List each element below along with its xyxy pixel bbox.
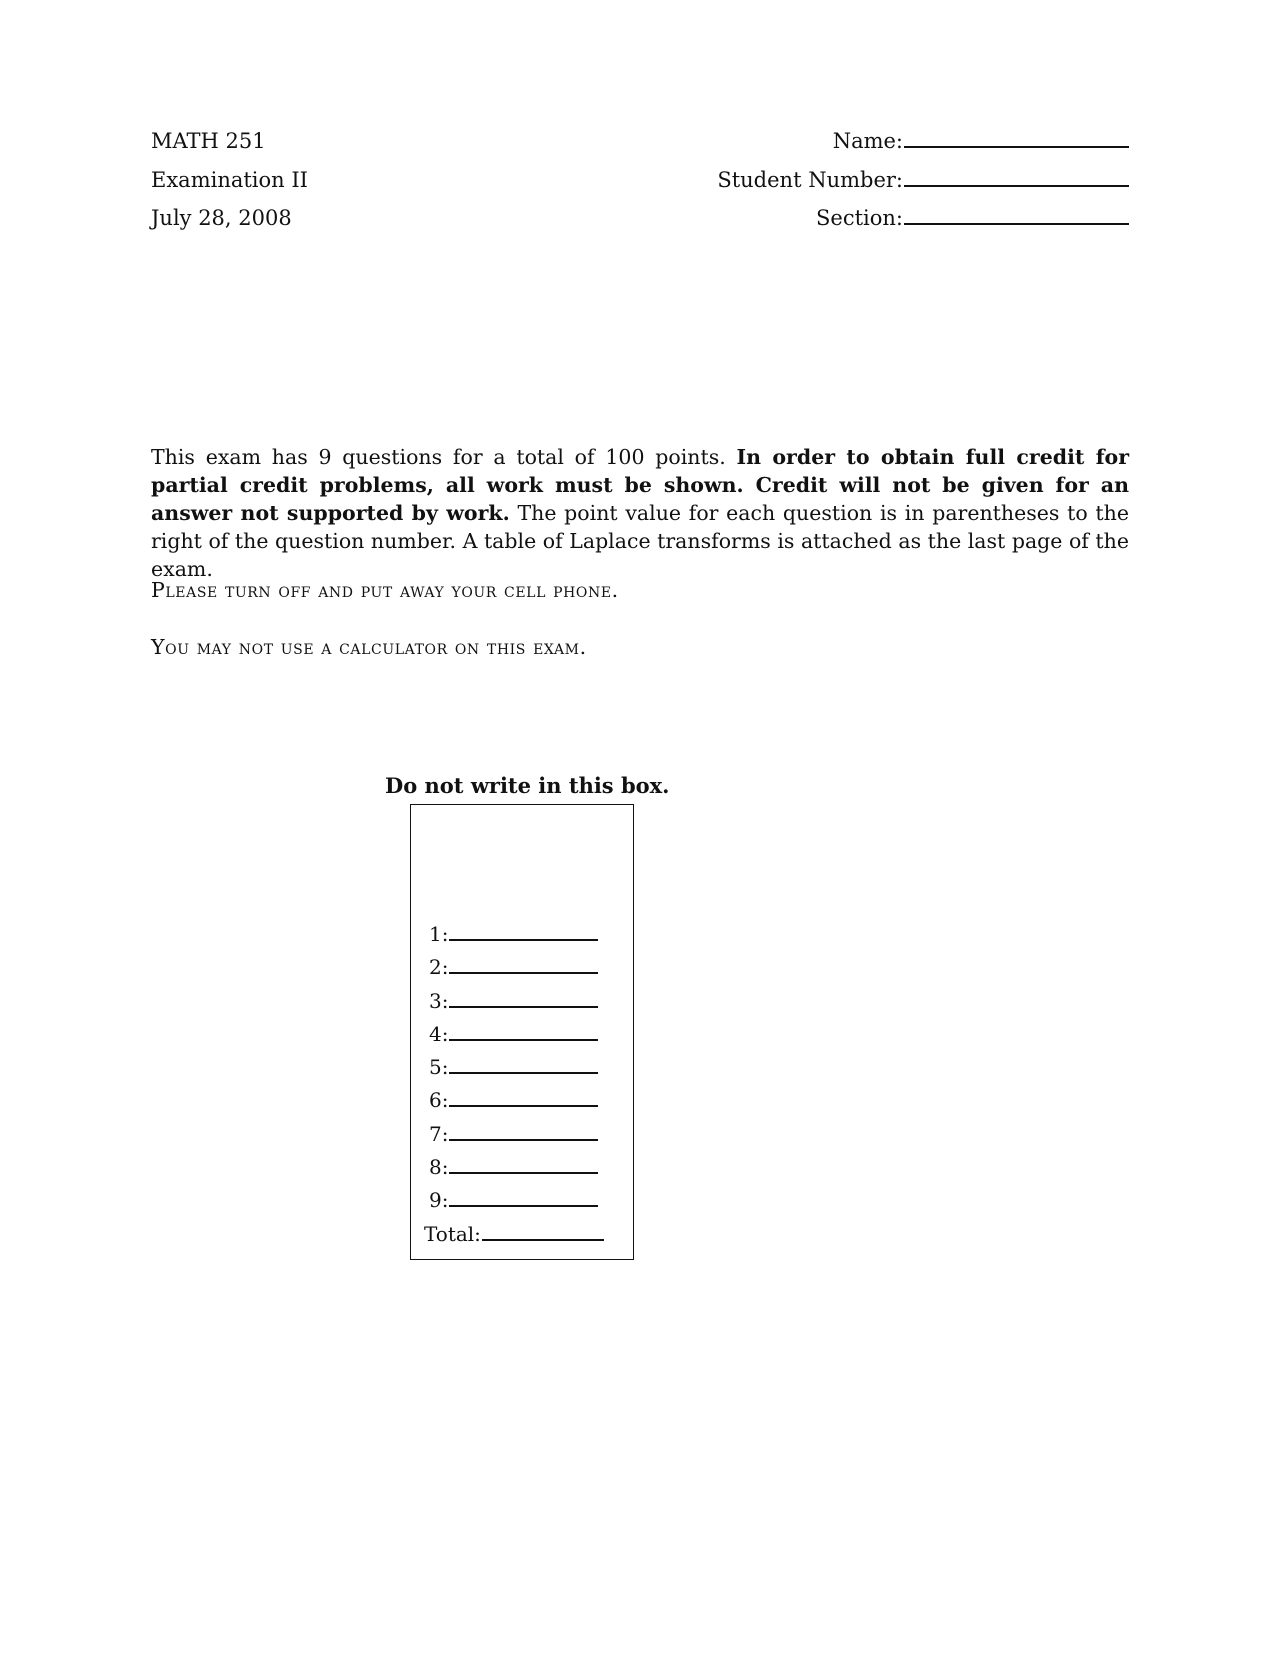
student-number-field[interactable] [717, 161, 1129, 200]
score-row-label: 2: [429, 955, 449, 980]
score-row-label: 1: [429, 922, 449, 946]
name-label: Name: [832, 129, 903, 153]
calculator-notice: You may not use a calculator on this exam. [151, 635, 587, 659]
score-row[interactable] [411, 1022, 633, 1055]
student-fields [717, 122, 1129, 238]
instructions-rest: The point value for each question is in parentheses to the right of the question number. A table of Laplace transforms is attached as the last page of the exam. [151, 501, 1129, 581]
score-box [410, 804, 634, 1260]
score-blank-line[interactable] [449, 990, 598, 1008]
score-blank-line[interactable] [449, 1089, 598, 1107]
instructions-intro: This exam has 9 questions for a total of 100 points. [151, 445, 726, 469]
score-row-label: 4: [429, 1021, 449, 1046]
student-number-blank-line[interactable] [904, 167, 1129, 187]
exam-instructions [151, 443, 1129, 583]
score-blank-line[interactable] [449, 956, 598, 974]
score-row[interactable] [411, 989, 633, 1022]
score-row-label: 9: [429, 1188, 449, 1213]
score-row-label: 8: [429, 1155, 449, 1180]
score-row[interactable] [411, 1088, 633, 1121]
score-row-label: 5: [429, 1055, 449, 1080]
cell-phone-notice: Please turn off and put away your cell phone. [151, 578, 619, 602]
score-blank-line[interactable] [449, 1156, 598, 1174]
name-field[interactable] [717, 122, 1129, 161]
student-number-label: Student Number: [717, 167, 903, 192]
score-blank-line[interactable] [449, 1123, 598, 1141]
total-label: Total: [424, 1221, 481, 1246]
instructions-bold: In order to obtain full credit for partial credit problems, all work must be shown. Credit will not be given for an answer not supported by work. [151, 445, 1129, 525]
name-blank-line[interactable] [904, 128, 1129, 148]
total-row[interactable] [411, 1222, 633, 1255]
score-blank-line[interactable] [449, 1056, 598, 1074]
exam-name: Examination II [151, 167, 308, 192]
score-row[interactable] [411, 1055, 633, 1088]
section-blank-line[interactable] [904, 205, 1129, 225]
score-blank-line[interactable] [449, 1189, 598, 1207]
course-code: MATH 251 [151, 129, 266, 153]
section-field[interactable] [717, 199, 1129, 238]
section-label: Section: [816, 206, 903, 230]
score-row[interactable] [411, 1122, 633, 1155]
score-row[interactable] [411, 922, 633, 955]
score-row[interactable] [411, 955, 633, 988]
score-box-title: Do not write in this box. [385, 773, 670, 798]
course-info [151, 122, 308, 238]
score-row-label: 6: [429, 1088, 449, 1113]
score-blank-line[interactable] [449, 1023, 598, 1041]
score-row-label: 7: [429, 1121, 449, 1146]
score-blank-line[interactable] [449, 923, 598, 941]
score-row-label: 3: [429, 988, 449, 1013]
exam-date: July 28, 2008 [151, 206, 292, 230]
score-rows [411, 922, 633, 1255]
score-row[interactable] [411, 1155, 633, 1188]
score-row[interactable] [411, 1188, 633, 1221]
total-blank-line[interactable] [482, 1223, 604, 1241]
